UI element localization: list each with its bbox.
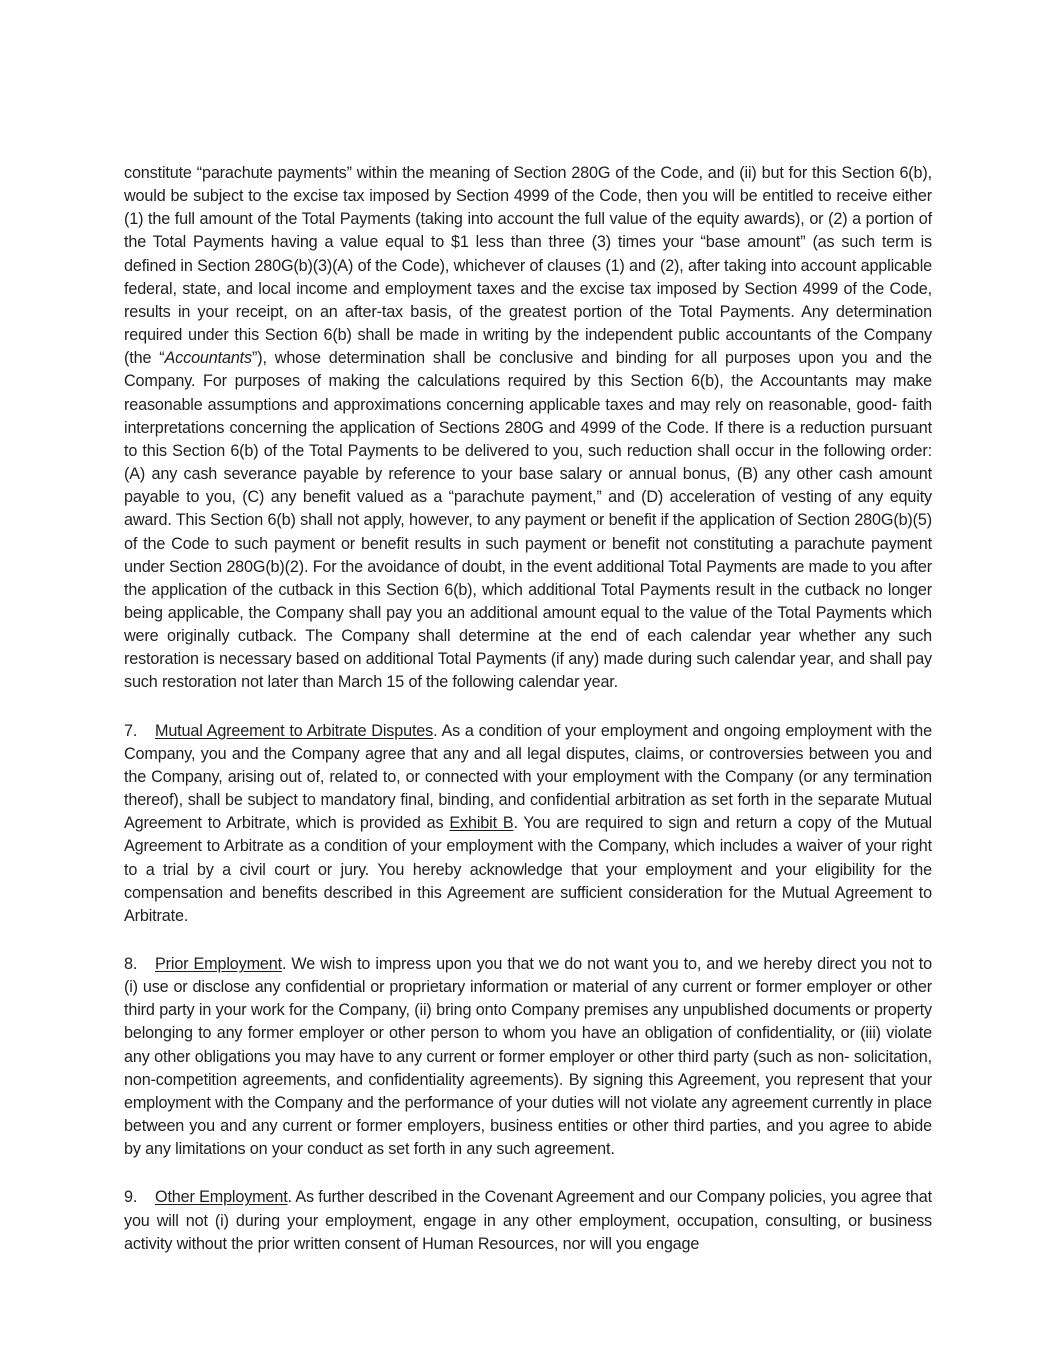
paragraph-spacer: [124, 928, 932, 953]
paragraph-spacer: [124, 1161, 932, 1186]
section-8-heading-period: .: [281, 955, 287, 973]
paragraph-spacer: [124, 695, 932, 720]
section-9-body: As further described in the Covenant Agreement and our Company policies, you agree that you will not (i) during your employment, engage in any other employment, occupation, consulting, or business activity without the prior written consent of Human Resources, nor will you engage: [124, 1188, 932, 1253]
section-7: [124, 720, 932, 928]
section-7-body-part1: As a condition of your employment and ongoing employment with the Company, you and the Company agree that any and all legal disputes, claims, or controversies between you and the Company, arising out of, related to, or connected with your employment with the Company (or any termination thereof), shall be subject to mandatory final, binding, and confidential arbitration as set forth in the separate Mutual Agreement to Arbitrate, which is provided as: [124, 721, 932, 833]
section-9-heading: Other Employment: [155, 1188, 288, 1207]
section-6b-continuation: [124, 162, 932, 695]
document-page: [124, 162, 932, 1256]
section-8-number: 8.: [124, 955, 138, 973]
section-8: [124, 953, 932, 1161]
section-7-heading-period: .: [433, 721, 438, 740]
section-9-number: 9.: [124, 1188, 138, 1207]
section-7-body-part2: . You are required to sign and return a copy of the Mutual Agreement to Arbitrate as a condition of your employment with the Company, which includes a waiver of your right to a trial by a civil court or jury. You hereby acknowledge that your employment and your eligibility for the compensation and benefits described in this Agreement are sufficient consideration for the Mutual Agreement to Arbitrate.: [124, 814, 933, 925]
section-7-number: 7.: [124, 721, 138, 740]
section-6b-text-part1: constitute “parachute payments” within the meaning of Section 280G of the Code, and (ii) but for this Section 6(b), would be subject to the excise tax imposed by Section 4999 of the Code, then you will be entitled to receive either (1) the full amount of the Total Payments (taking into account the full value of the equity awards), or (2) a portion of the Total Payments having a value equal to $1 less than three (3) times your “base amount” (as such term is defined in Section 280G(b)(3)(A) of the Code), whichever of clauses (1) and (2), after taking into account applicable federal, state, and local income and employment taxes and the excise tax imposed by Section 4999 of the Code, results in your receipt, on an after-tax basis, of the greatest portion of the Total Payments. Any determination required under this Section 6(b) shall be made in writing by the independent public accountants of the Company (the “: [124, 164, 932, 368]
section-8-heading: Prior Employment: [155, 955, 282, 973]
accountants-defined-term: Accountants: [164, 349, 252, 368]
section-6b-text-part2: ”), whose determination shall be conclusive and binding for all purposes upon you and the Company. For purposes of making the calculations required by this Section 6(b), the Accountants may make reasonable assumptions and approximations concerning applicable taxes and may rely on reasonable, good- faith interpretations concerning the application of Sections 280G and 4999 of the Code. If there is a reduction pursuant to this Section 6(b) of the Total Payments to be delivered to you, such reduction shall occur in the following order: (A) any cash severance payable by reference to your base salary or annual bonus, (B) any other cash amount payable to you, (C) any benefit valued as a “parachute payment,” and (D) acceleration of vesting of any equity award. This Section 6(b) shall not apply, however, to any payment or benefit if the application of Section 280G(b)(5) of the Code to such payment or benefit results in such payment or benefit not constituting a parachute payment under Section 280G(b)(2). For the avoidance of doubt, in the event additional Total Payments are made to you after the application of the cutback in this Section 6(b), which additional Total Payments result in the cutback no longer being applicable, the Company shall pay you an additional amount equal to the value of the Total Payments which were originally cutback. The Company shall determine at the end of each calendar year whether any such restoration is necessary based on additional Total Payments (if any) made during such calendar year, and shall pay such restoration not later than March 15 of the following calendar year.: [124, 349, 933, 692]
section-8-body: We wish to impress upon you that we do not want you to, and we hereby direct you not to (i) use or disclose any confidential or proprietary information or material of any current or former employer or other third party in your work for the Company, (ii) bring onto Company premises any unpublished documents or property belonging to any former employer or other person to whom you have an obligation of confidentiality, or (iii) violate any other obligations you may have to any current or former employer or other third party (such as non- solicitation, non-competition agreements, and confidentiality agreements). By signing this Agreement, you represent that your employment with the Company and the performance of your duties will not violate any agreement currently in place between you and any current or former employers, business entities or other third parties, and you agree to abide by any limitations on your conduct as set forth in any such agreement.: [124, 955, 932, 1159]
exhibit-b-reference: Exhibit B: [449, 814, 514, 833]
section-9-heading-period: .: [287, 1188, 292, 1207]
section-9: [124, 1186, 932, 1255]
section-7-heading: Mutual Agreement to Arbitrate Disputes: [155, 721, 434, 740]
